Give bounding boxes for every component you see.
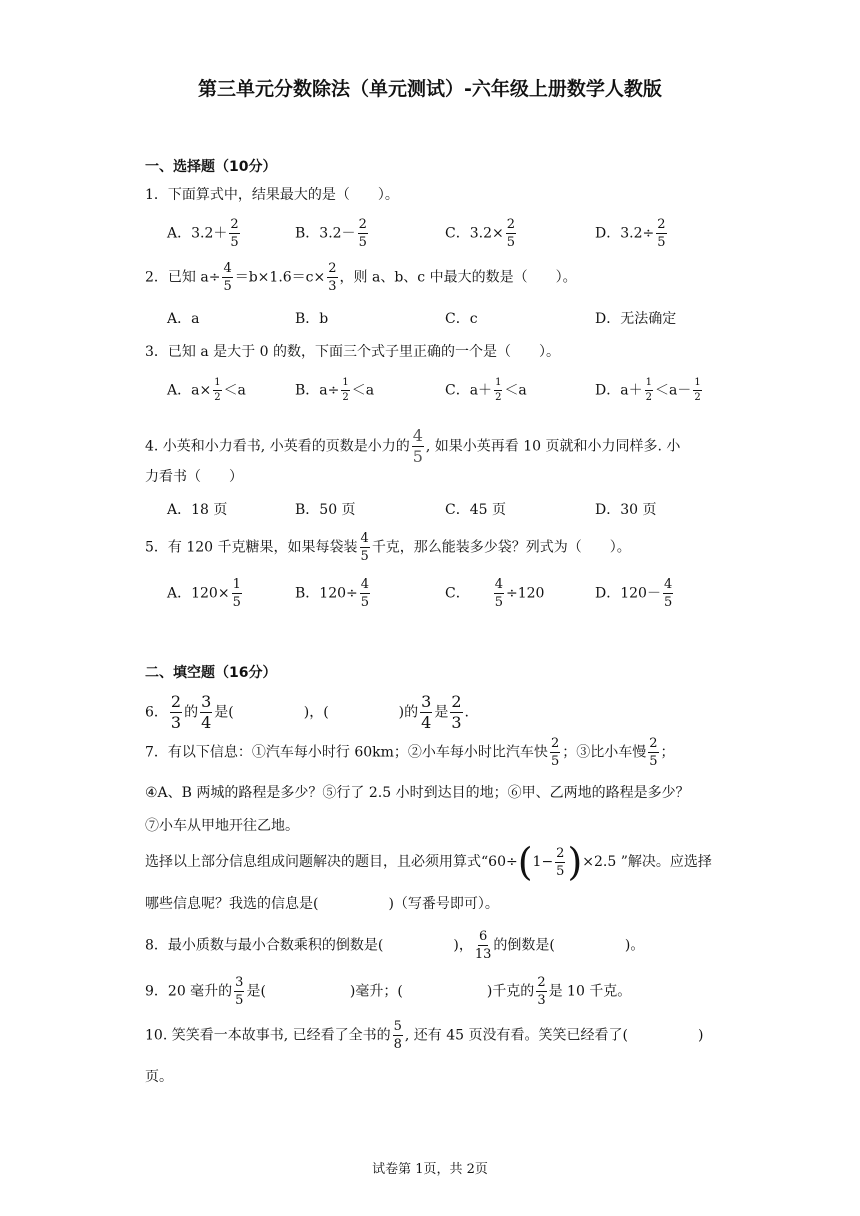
question-7-line2: ④A、B 两城的路程是多少？⑤行了 2.5 小时到达目的地；⑥甲、乙两地的路程是多少？ — [145, 785, 690, 801]
question-9: 9．20 毫升的 $\frac{3}{5}$ 是( )毫升；( )千克的 $\frac{2}{3}$ 是 10 千克。 — [145, 975, 632, 1008]
question-7-line3: ⑦小车从甲地开往乙地。 — [145, 818, 299, 834]
question-5: 5．有 120 千克糖果，如果每袋装 $\frac{4}{5}$ 千克，那么能装多少袋？列式为（ ）。 — [145, 531, 631, 564]
q3-option-b[interactable]: B．a÷ $\frac{1}{2}$ ＜a — [295, 377, 375, 403]
question-3: 3．已知 a 是大于 0 的数，下面三个式子里正确的一个是（ ）。 — [145, 344, 560, 360]
question-4: 4. 小英和小力看书, 小英看的页数是小力的 $\frac{4}{5}$ , 如果小英再看 10 页就和小力同样多. 小 — [145, 426, 681, 466]
q5-option-b[interactable]: B．120÷ $\frac{4}{5}$ — [295, 577, 370, 610]
section-heading-fill: 二、填空题（16分） — [145, 665, 277, 681]
q2-option-d[interactable]: D．无法确定 — [595, 311, 677, 327]
q4-option-c[interactable]: C．45 页 — [445, 502, 506, 518]
question-7-line5: 哪些信息呢？我选的信息是( )（写番号即可）。 — [145, 896, 499, 912]
question-6: 6． $\frac{2}{3}$ 的 $\frac{3}{4}$ 是( )，( )的 $\frac{3}{4}$ 是 $\frac{2}{3}$ . — [145, 692, 469, 732]
question-10-line2: 页。 — [145, 1069, 173, 1085]
q5-option-d[interactable]: D．120－ $\frac{4}{5}$ — [595, 577, 673, 610]
page-footer: 试卷第 1页，共 2页 — [372, 1162, 488, 1177]
q4-option-d[interactable]: D．30 页 — [595, 502, 657, 518]
q1-option-a[interactable]: A．3.2＋ $\frac{2}{5}$ — [167, 217, 239, 250]
q3-option-c[interactable]: C．a＋ $\frac{1}{2}$ ＜a — [445, 377, 527, 403]
q3-option-d[interactable]: D．a＋ $\frac{1}{2}$ ＜a－ $\frac{1}{2}$ — [595, 377, 701, 403]
question-8: 8．最小质数与最小合数乘积的倒数是( )， $\frac{6}{13}$ 的倒数是( )。 — [145, 929, 645, 962]
q1-option-b[interactable]: B．3.2－ $\frac{2}{5}$ — [295, 217, 367, 250]
q4-option-a[interactable]: A．18 页 — [167, 502, 228, 518]
q1-option-c[interactable]: C．3.2× $\frac{2}{5}$ — [445, 217, 515, 250]
page-title: 第三单元分数除法（单元测试）-六年级上册数学人教版 — [198, 78, 662, 100]
q2-option-a[interactable]: A．a — [167, 311, 200, 327]
q3-option-a[interactable]: A．a× $\frac{1}{2}$ ＜a — [167, 377, 246, 403]
question-4-line2: 力看书（ ） — [145, 469, 243, 485]
question-7-line4: 选择以上部分信息组成问题解决的题目，且必须用算式“60÷(1− $\frac{2}{5}$ )×2.5 ”解决。应选择 — [145, 840, 712, 884]
q2-option-c[interactable]: C．c — [445, 311, 478, 327]
q5-option-c[interactable]: C． $\frac{4}{5}$ ÷120 — [445, 577, 545, 610]
question-10: 10. 笑笑看一本故事书, 已经看了全书的 $\frac{5}{8}$ , 还有 45 页没有看。笑笑已经看了( ) — [145, 1019, 704, 1052]
q1-option-d[interactable]: D．3.2÷ $\frac{2}{5}$ — [595, 217, 666, 250]
question-2: 2．已知 a÷ $\frac{4}{5}$ ＝b×1.6＝c× $\frac{2}{3}$ ，则 a、b、c 中最大的数是（ ）。 — [145, 261, 577, 294]
section-heading-choice: 一、选择题（10分） — [145, 159, 277, 175]
q5-option-a[interactable]: A．120× $\frac{1}{5}$ — [167, 577, 241, 610]
q4-option-b[interactable]: B．50 页 — [295, 502, 356, 518]
question-1: 1．下面算式中，结果最大的是（ ）。 — [145, 187, 399, 203]
question-7-line1: 7．有以下信息：①汽车每小时行 60km；②小车每小时比汽车快 $\frac{2}{5}$ ；③比小车慢 $\frac{2}{5}$ ； — [145, 736, 675, 769]
q2-option-b[interactable]: B．b — [295, 311, 329, 327]
